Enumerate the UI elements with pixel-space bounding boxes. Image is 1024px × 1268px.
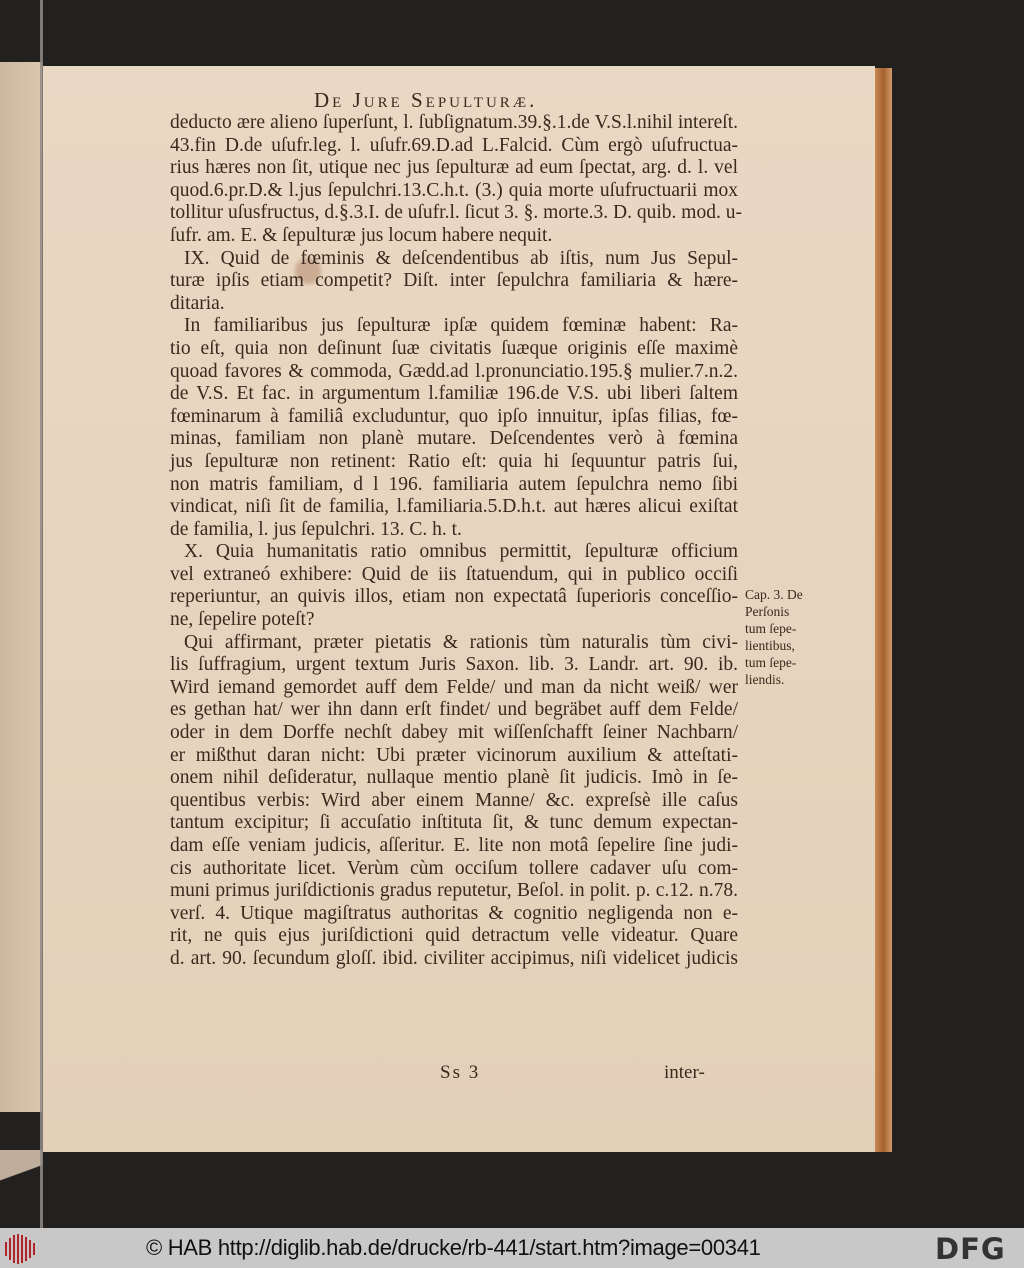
facing-page-corner [0, 1150, 42, 1210]
text-line: non matris familiam, d l 196. familiaria autem ſepulchra nemo ſibi [170, 473, 738, 495]
text-line: rit, ne quis ejus juriſdictioni quid detractum velle videatur. Quare [170, 925, 738, 947]
footer-bar [0, 1228, 1024, 1268]
dfg-logo: DFG [935, 1232, 1006, 1266]
text-line: de V.S. Et fac. in argumentum l.familiæ 196.de V.S. ubi liberi ſaltem [170, 383, 738, 405]
text-line: onem nihil deſideratur, nullaque mentio planè ſit judicis. Imò in ſe- [170, 767, 738, 789]
marginal-note [745, 586, 803, 688]
body-text [170, 112, 742, 971]
text-line: tio eſt, quia non deſinunt ſuæ civitatis ſuæque originis eſſe maximè [170, 337, 738, 359]
text-line: ſufr. am. E. & ſepulturæ jus locum habere nequit. [170, 224, 553, 246]
hab-logo-icon [5, 1234, 35, 1264]
text-line: er mißthut daran nicht: Ubi præter vicinorum auxilium & atteſtati- [170, 744, 738, 766]
text-line: quod.6.pr.D.& l.jus ſepulchri.13.C.h.t. (3.) quia morte uſufructuarii mox [170, 179, 738, 201]
text-line: de familia, l. jus ſepulchri. 13. C. h. t. [170, 518, 462, 540]
text-line: quoad favores & commoda, Gædd.ad l.pronunciatio.195.§ mulier.7.n.2. [170, 360, 738, 382]
text-line: minas, familiam non planè mutare. Deſcendentes verò à fœmina [170, 428, 738, 450]
text-line: lis ſuffragium, urgent textum Juris Saxon. lib. 3. Landr. art. 90. ib. [170, 654, 738, 676]
text-line: reperiuntur, an quivis illos, etiam non expectatâ ſuperioris conceſſio- [170, 586, 738, 608]
text-line: verſ. 4. Utique magiſtratus authoritas & cognitio negligenda non e- [170, 902, 738, 924]
text-line: In familiaribus jus ſepulturæ ipſæ quidem fœminæ habent: Ra- [184, 315, 738, 337]
text-line: quentibus verbis: Wird aber einem Manne/ &c. expreſsè ille caſus [170, 789, 738, 811]
text-line: d. art. 90. ſecundum gloſſ. ibid. civiliter accipimus, niſi videlicet judicis [170, 947, 738, 969]
section-heading-x: X. Quia humanitatis ratio omnibus permittit, ſepulturæ officium [184, 541, 738, 563]
text-line: vindicat, niſi ſit de familia, l.familiaria.5.D.h.t. aut hæres alicui exiſtat [170, 496, 738, 518]
text-line: tantum excipitur; ſi accuſatio inſtituta ſit, & tunc demum expectan- [170, 812, 738, 834]
text-line: es gethan hat/ wer ihn dann erſt findet/ und begräbet auff dem Felde/ [170, 699, 738, 721]
section-heading-ix: IX. Quid de fœminis & deſcendentibus ab iſtis, num Jus Sepul- [184, 247, 738, 269]
text-line: turæ ipſis etiam competit? Diſt. inter ſepulchra familiaria & hære- [170, 270, 738, 292]
facing-page-edge [0, 62, 42, 1112]
catchword: inter- [664, 1062, 705, 1083]
text-line: oder in dem Dorffe nechſt dabey mit wiſſenſchafft ſeiner Nachbarn/ [170, 722, 738, 744]
marginal-line: liendis. [745, 672, 785, 687]
text-line: ditaria. [170, 292, 225, 314]
page-edge-stack [875, 68, 892, 1152]
signature-mark: Ss 3 [440, 1062, 481, 1083]
marginal-line: tum ſepe- [745, 621, 797, 636]
copyright-link[interactable]: © HAB http://diglib.hab.de/drucke/rb-441/start.htm?image=00341 [146, 1235, 761, 1260]
text-line: Qui affirmant, præter pietatis & rationis tùm naturalis tùm civi- [184, 631, 738, 653]
text-line: jus ſepulturæ non retinent: Ratio eſt: quia hi ſequuntur patris ſui, [170, 450, 738, 472]
text-line: cis authoritate licet. Verùm cùm occiſum tollere cadaver uſu com- [170, 857, 738, 879]
text-line: ne, ſepelire poteſt? [170, 609, 315, 631]
marginal-line: lientibus, [745, 638, 795, 653]
text-line: deducto ære alieno ſuperſunt, l. ſubſignatum.39.§.1.de V.S.l.nihil intereſt. [170, 112, 738, 133]
marginal-line: tum ſepe- [745, 655, 797, 670]
text-line: dam eſſe veniam judicis, aſſeritur. E. lite non motâ ſepelire ſine judi- [170, 835, 738, 856]
text-line: fœminarum à familiâ excluduntur, quo ipſo innuitur, ipſas filias, fœ- [170, 405, 738, 427]
running-head: De Jure Sepulturæ. [314, 88, 538, 112]
text-line: 43.fin D.de uſufr.leg. l. uſufr.69.D.ad L.Falcid. Cùm ergò uſufructua- [170, 134, 738, 156]
marginal-line: Cap. 3. De [745, 587, 803, 602]
text-line: Wird iemand gemordet auff dem Felde/ und man da nicht weiß/ wer [170, 676, 738, 698]
marginal-line: Perſonis [745, 604, 790, 619]
text-line: tollitur uſusfructus, d.§.3.I. de uſufr.l. ſicut 3. §. morte.3. D. quib. mod. u- [170, 202, 742, 224]
text-line: rius hæres non ſit, utique nec jus ſepulturæ ad eum ſpectat, arg. d. l. vel [170, 157, 738, 179]
text-line: vel extraneó exhibere: Quid de iis ſtatuendum, qui in publico occiſi [170, 563, 738, 585]
text-line: muni primus juriſdictionis gradus reputetur, Beſol. in polit. p. c.12. n.78. [170, 880, 738, 902]
